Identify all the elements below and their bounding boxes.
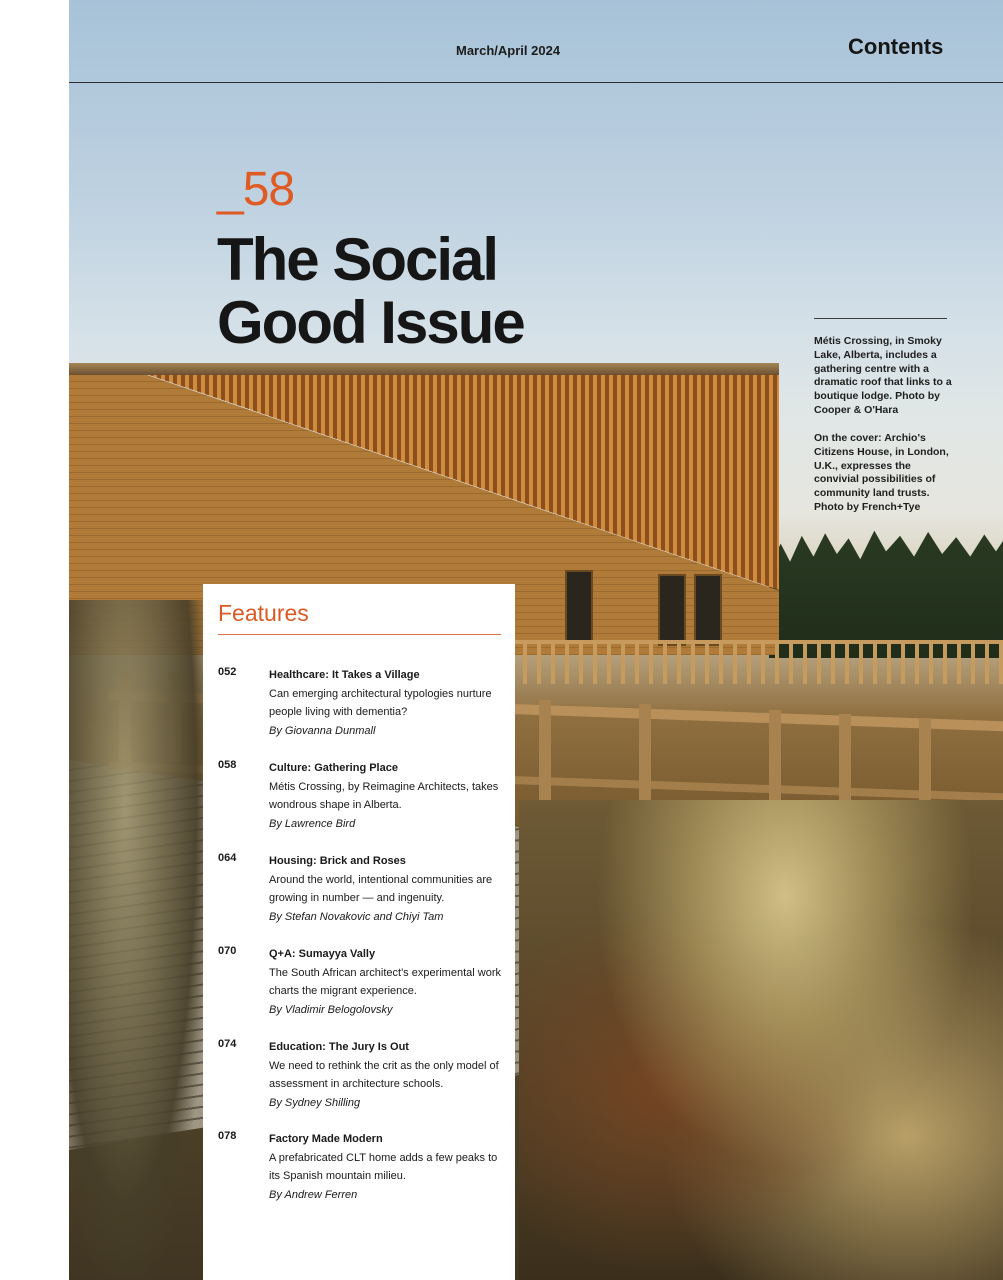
- issue-date: March/April 2024: [456, 43, 561, 58]
- section-title: Contents: [848, 34, 944, 59]
- feature-description: Métis Crossing, by Reimagine Architects, takes wondrous shape in Alberta.: [269, 780, 499, 811]
- forest-background: [769, 528, 1003, 658]
- feature-page-number: 052: [218, 666, 237, 678]
- feature-title: Education: The Jury Is Out: [269, 1041, 409, 1053]
- feature-author: By Giovanna Dunmall: [269, 724, 376, 737]
- features-heading: Features: [218, 600, 309, 626]
- feature-description: Around the world, intentional communities are growing in number — and ingenuity.: [269, 873, 493, 904]
- feature-title: Healthcare: It Takes a Village: [269, 669, 420, 681]
- feature-description: A prefabricated CLT home adds a few peaks to its Spanish mountain milieu.: [269, 1151, 498, 1182]
- feature-author: By Sydney Shilling: [269, 1096, 361, 1109]
- feature-body: [269, 666, 509, 740]
- feature-body: [269, 1130, 509, 1204]
- feature-body: [269, 945, 509, 1019]
- issue-number: _58: [217, 163, 295, 216]
- sagebrush: [519, 800, 1003, 1280]
- photo-caption: Métis Crossing, in Smoky Lake, Alberta, includes a gathering centre with a dramatic roof that links to a boutique lodge. Photo by Cooper & O'Hara: [814, 335, 952, 416]
- window: [565, 570, 593, 642]
- feature-author: By Lawrence Bird: [269, 817, 356, 830]
- feature-description: Can emerging architectural typologies nurture people living with dementia?: [269, 687, 492, 718]
- feature-title: Housing: Brick and Roses: [269, 855, 406, 867]
- cover-caption: On the cover: Archio's Citizens House, in London, U.K., expresses the convivial possibilities of community land trusts. Photo by French+Tye: [814, 432, 949, 513]
- window: [658, 574, 686, 646]
- window: [694, 574, 722, 646]
- feature-body: [269, 852, 509, 926]
- feature-page-number: 070: [218, 945, 237, 957]
- building-roofline: [69, 363, 779, 375]
- feature-title: Q+A: Sumayya Vally: [269, 948, 376, 960]
- feature-page-number: 064: [218, 852, 237, 864]
- feature-title: Factory Made Modern: [269, 1133, 383, 1145]
- feature-page-number: 058: [218, 759, 237, 771]
- feature-description: The South African architect's experimental work charts the migrant experience.: [269, 966, 501, 997]
- feature-page-number: 078: [218, 1130, 237, 1142]
- header-rule: [69, 82, 1003, 83]
- features-rule: [218, 634, 501, 635]
- feature-body: [269, 1038, 509, 1112]
- caption-rule: [814, 318, 947, 319]
- issue-title: The Social Good Issue: [217, 226, 524, 356]
- features-panel: [203, 584, 515, 1280]
- feature-author: By Andrew Ferren: [269, 1188, 358, 1201]
- feature-author: By Vladimir Belogolovsky: [269, 1003, 393, 1016]
- feature-author: By Stefan Novakovic and Chiyi Tam: [269, 910, 444, 923]
- feature-body: [269, 759, 509, 833]
- sagebrush: [69, 600, 209, 1280]
- feature-description: We need to rethink the crit as the only model of assessment in architecture schools.: [269, 1059, 499, 1090]
- feature-title: Culture: Gathering Place: [269, 762, 398, 774]
- far-fence: [509, 640, 1003, 684]
- feature-page-number: 074: [218, 1038, 237, 1050]
